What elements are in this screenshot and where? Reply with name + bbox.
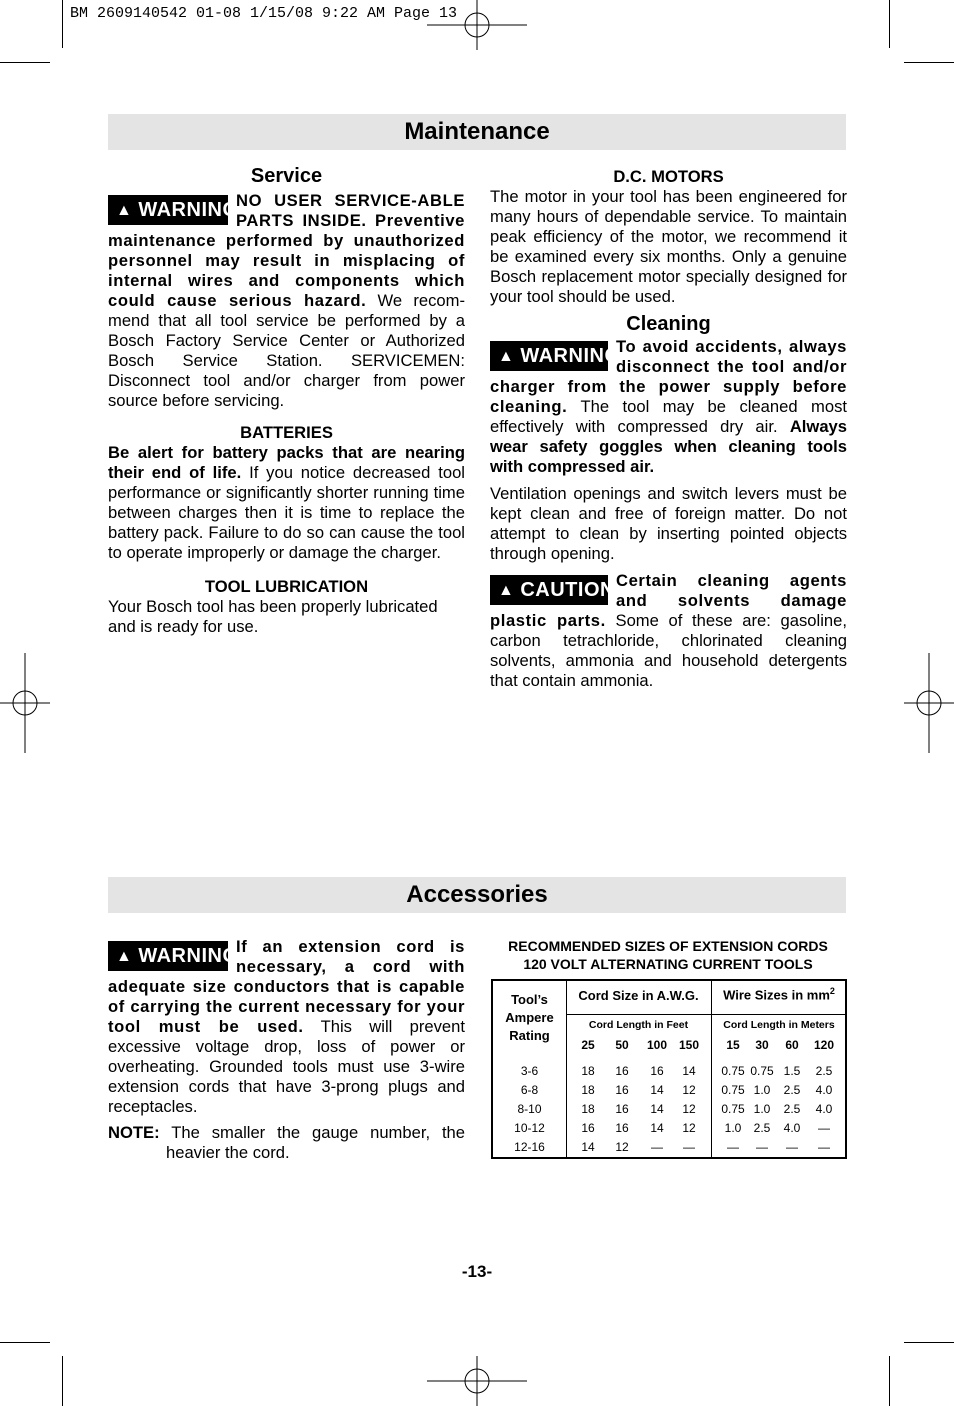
feet-value: 100 [646,1038,668,1052]
table-cell: 18 [581,1064,595,1078]
table-cell: 12 [682,1083,696,1097]
awg-header: Cord Size in A.W.G. [578,988,699,1003]
table-cell: 14 [650,1083,664,1097]
meter-value: 15 [726,1038,740,1052]
table-cell: 12 [682,1102,696,1116]
note-paragraph [108,1123,465,1163]
caution-text: Some of these are: gasoline, carbon tetrachloride, chlorinated cleaning solvents, ammonia and household detergents that contain ammonia. [490,611,847,690]
crop-mark [889,1356,890,1406]
warning-triangle-icon: ▲ [116,948,133,965]
table-cell: 12 [682,1121,696,1135]
lubrication-heading: TOOL LUBRICATION [204,577,369,596]
ratings-column [493,1062,566,1157]
extension-cord-table [491,979,847,1159]
dc-motors-heading: D.C. MOTORS [613,167,724,186]
table-divider [711,981,712,1157]
registration-mark-icon [904,653,954,753]
lubrication-text: Your Bosch tool has been properly lubricated and is ready for use. [108,597,438,636]
warning-badge: ▲ WARNING [490,341,608,371]
table-cell: — [651,1140,663,1154]
table-cell: 2.5 [783,1102,801,1116]
table-row: 8-10 [517,1102,542,1116]
table-cell: 12 [615,1140,629,1154]
caution-paragraph [490,571,847,691]
table-row: 6-8 [520,1083,539,1097]
feet-value: 150 [678,1038,700,1052]
table-title [490,937,846,973]
table-cell: 0.75 [721,1064,745,1078]
feet-header: Cord Length in Feet [588,1019,689,1031]
table-cell: 16 [650,1064,664,1078]
table-cell: 16 [581,1121,595,1135]
crop-mark [904,1342,954,1343]
table-cell: 2.5 [815,1064,833,1078]
warning-badge: ▲ WARNING [108,195,228,225]
table-cell: 2.5 [783,1083,801,1097]
table-cell: 0.75 [750,1064,774,1078]
table-cell: 4.0 [783,1121,801,1135]
meter-value: 60 [785,1038,799,1052]
feet-value: 25 [581,1038,595,1052]
batteries-bold-text: Be alert for battery packs that are nearing their end of life. [108,443,465,482]
cleaning-bold-text-2: Always wear safety goggles when cleaning tools with compressed air. [490,417,847,476]
table-cell: 16 [615,1102,629,1116]
table-cell: — [727,1140,739,1154]
extension-cord-paragraph [108,937,465,1117]
table-cell: 18 [581,1083,595,1097]
cleaning-text: The tool may be cleaned most effectively with compressed dry air. [490,397,847,436]
table-cell: 18 [581,1102,595,1116]
table-cell: 1.0 [753,1083,771,1097]
maintenance-left-column [108,163,465,637]
ampere-rating-header: Tool’s Ampere Rating [505,992,554,1043]
page-number: -13- [461,1262,493,1281]
maintenance-right-column [490,167,847,691]
cleaning-bold-text: To avoid accidents, always disconnect the tool and/or charger from the power supply before cleaning. [490,337,847,416]
table-cell: 1.5 [783,1064,801,1078]
crop-mark [62,0,63,48]
crop-mark [0,62,50,63]
table-cell: 4.0 [815,1102,833,1116]
table-cell: 1.0 [753,1102,771,1116]
table-cell: 14 [682,1064,696,1078]
table-row: 12-16 [514,1140,545,1154]
accessories-text: This will prevent excessive voltage drop, loss of power or overheating. Grounded tools must use 3-wire extension cords that have 3-prong plugs and receptacles. [108,1017,465,1116]
service-text: We recom-mend that all tool service be performed by a Bosch Factory Service Center or Authorized Bosch Service Station. SERVICEMEN: Disconnect tool and/or charger from power source before servicing. [108,291,465,410]
table-row: 10-12 [514,1121,545,1135]
dc-motors-text: The motor in your tool has been engineered for many hours of dependable service. To maintain peak efficiency of the motor, we recommend it be examined every six months. Only a genuine Bosch replacement motor specially designed for your tool should be used. [490,187,847,306]
crop-mark [904,62,954,63]
feet-value: 50 [615,1038,629,1052]
note-label: NOTE: [108,1123,160,1142]
table-cell: — [818,1140,830,1154]
table-cell: 14 [581,1140,595,1154]
accessories-bold-text: If an extension cord is necessary, a cord with adequate size conductors that is capable of carrying the current necessary for your tool must be used. [108,937,465,1036]
warning-triangle-icon: ▲ [498,582,515,599]
meters-header: Cord Length in Meters [723,1019,835,1031]
registration-mark-icon [0,653,50,753]
service-heading: Service [250,165,323,187]
registration-mark-icon [427,0,527,50]
table-cell: — [786,1140,798,1154]
table-cell: 14 [650,1121,664,1135]
table-cell: — [818,1121,830,1135]
table-divider [566,1014,847,1015]
note-text: The smaller the gauge number, the heavier the cord. [166,1123,466,1162]
accessories-title: Accessories [108,877,846,913]
service-bold-text: NO USER SERVICE-ABLE PARTS INSIDE. Preventive maintenance performed by unauthorized personnel may result in misplacing of internal wires and components which could cause serious hazard. [108,191,465,310]
meter-value: 30 [755,1038,769,1052]
table-title-line2: 120 VOLT ALTERNATING CURRENT TOOLS [523,956,813,972]
accessories-left-column [108,937,465,1163]
batteries-heading: BATTERIES [240,423,333,442]
batteries-text: If you notice decreased tool performance or significantly shorter running time between charges then it is time to replace the battery pack. Failure to do so can cause the tool to operate improperly or damage the charger. [108,463,465,562]
maintenance-title: Maintenance [108,114,846,150]
table-cell: 0.75 [721,1083,745,1097]
warning-triangle-icon: ▲ [116,202,133,219]
cleaning-heading: Cleaning [626,313,711,335]
crop-mark [889,0,890,48]
table-cell: — [683,1140,695,1154]
caution-badge: ▲ CAUTION [490,575,608,605]
ventilation-paragraph: Ventilation openings and switch levers must be kept clean and free of foreign matter. Do not attempt to clean by inserting pointed objects through opening. [490,484,847,563]
table-cell: — [756,1140,768,1154]
service-paragraph [108,191,465,411]
mm-header: Wire Sizes in $mm^2$ [723,986,835,1003]
crop-mark [62,1356,63,1406]
table-row: 3-6 [520,1064,539,1078]
print-slug: BM 2609140542 01-08 1/15/08 9:22 AM Page 13 [70,5,458,22]
batteries-paragraph [108,443,465,563]
caution-bold-text: Certain cleaning agents and solvents damage plastic parts. [490,571,847,630]
table-cell: 2.5 [753,1121,771,1135]
table-divider [566,981,567,1157]
table-cell: 1.0 [724,1121,742,1135]
table-cell: 4.0 [815,1083,833,1097]
warning-badge: ▲ WARNING [108,941,228,971]
warning-triangle-icon: ▲ [498,348,515,365]
crop-mark [0,1342,50,1343]
table-cell: 16 [615,1121,629,1135]
cleaning-paragraph [490,337,847,477]
table-cell: 16 [615,1064,629,1078]
meter-value: 120 [813,1038,835,1052]
table-title-line1: RECOMMENDED SIZES OF EXTENSION CORDS [508,938,828,954]
table-cell: 0.75 [721,1102,745,1116]
table-cell: 16 [615,1083,629,1097]
table-cell: 14 [650,1102,664,1116]
registration-mark-icon [427,1356,527,1406]
